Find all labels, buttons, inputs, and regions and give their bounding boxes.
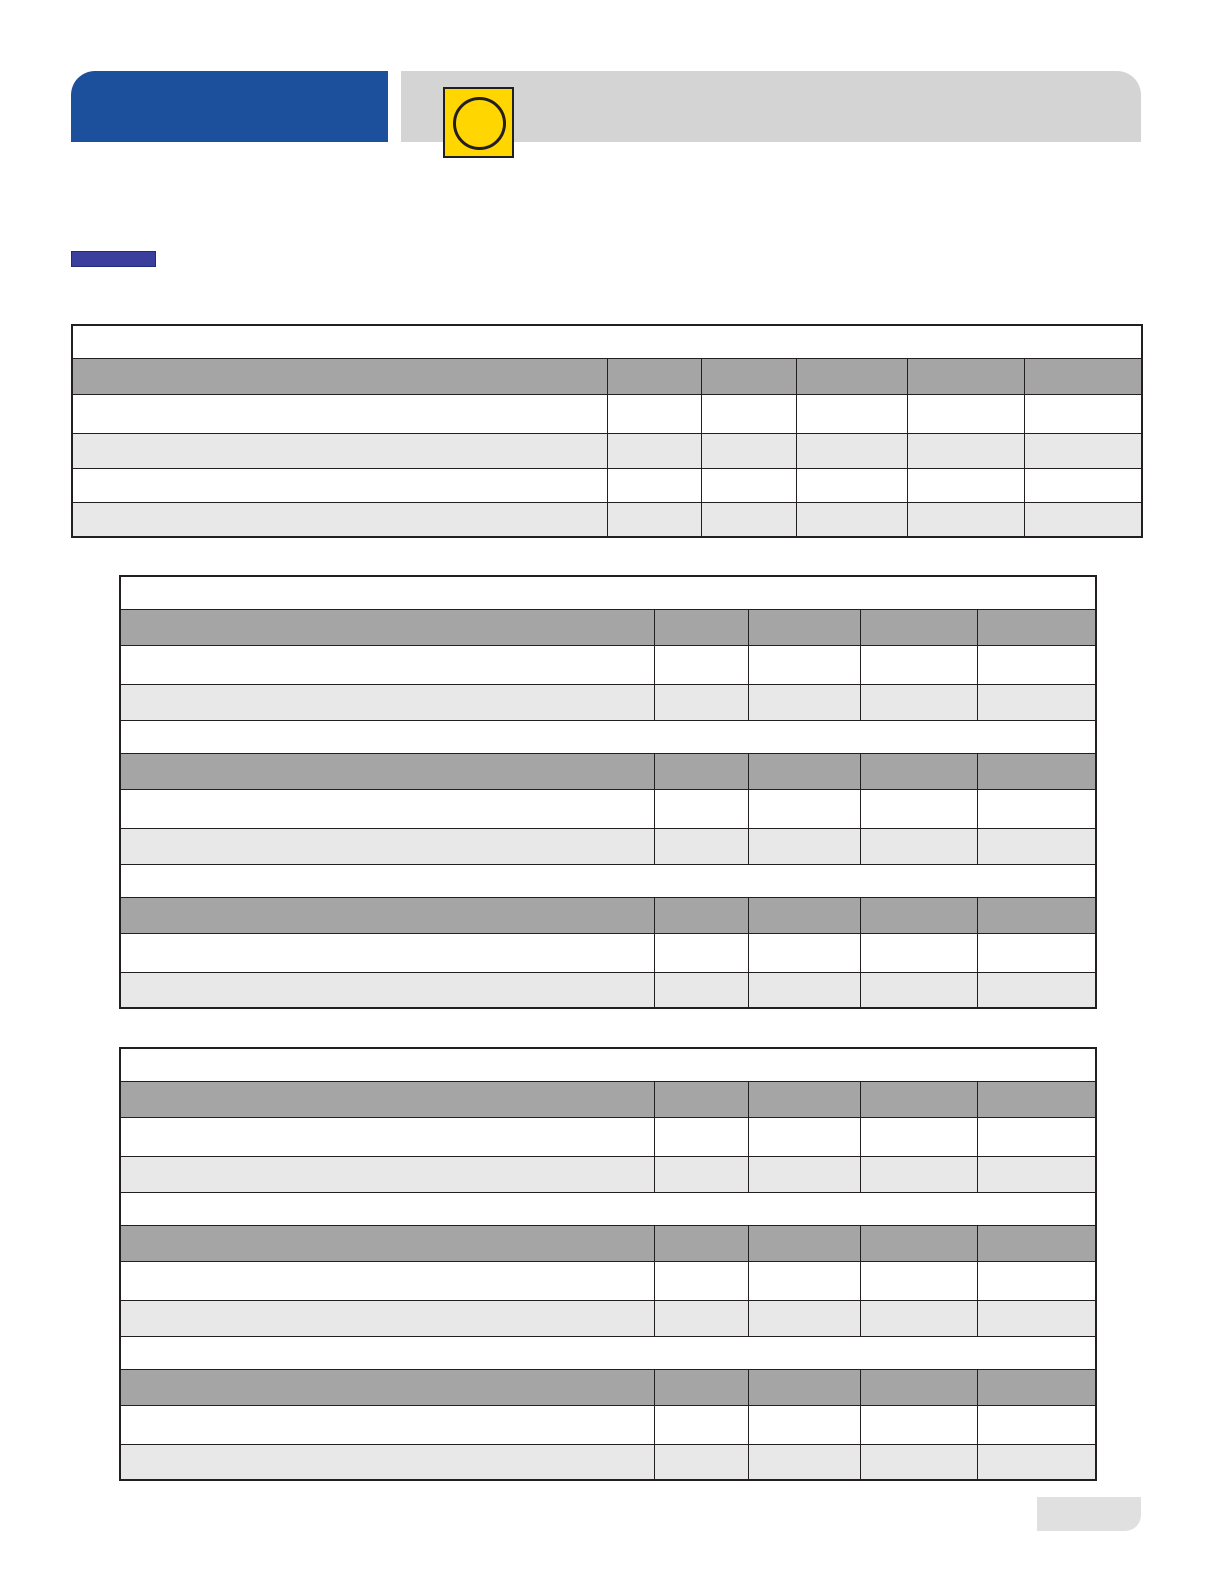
- table-cell: [701, 358, 796, 394]
- table-cell: [748, 1444, 860, 1480]
- group-caption: [120, 1048, 1096, 1081]
- table-row: [120, 972, 1096, 1008]
- table-cell: [654, 789, 748, 828]
- table-cell: [748, 753, 860, 789]
- group-caption-row: [120, 720, 1096, 753]
- table-cell: [977, 1225, 1096, 1261]
- table-cell: [977, 972, 1096, 1008]
- table-cell: [977, 897, 1096, 933]
- table-cell: [977, 1117, 1096, 1156]
- table-cell: [977, 645, 1096, 684]
- page-number-tab: [1037, 1497, 1141, 1531]
- table-cell: [860, 1156, 977, 1192]
- table-cell: [748, 972, 860, 1008]
- table-cell: [607, 433, 701, 468]
- table-cell: [120, 828, 654, 864]
- table-cell: [120, 645, 654, 684]
- table-cell: [977, 1369, 1096, 1405]
- table-cell: [860, 1117, 977, 1156]
- table-cell: [860, 789, 977, 828]
- table-cell: [72, 394, 607, 433]
- table-cell: [120, 789, 654, 828]
- group-caption: [120, 720, 1096, 753]
- table-cell: [748, 828, 860, 864]
- table-cell: [120, 1444, 654, 1480]
- table-cell: [607, 358, 701, 394]
- table-cell: [120, 897, 654, 933]
- table-cell: [748, 933, 860, 972]
- table-cell: [1024, 358, 1142, 394]
- table-cell: [701, 394, 796, 433]
- group-caption: [120, 864, 1096, 897]
- table-cell: [120, 753, 654, 789]
- table-cell: [120, 933, 654, 972]
- table-header-row: [120, 897, 1096, 933]
- table-cell: [860, 897, 977, 933]
- table-cell: [796, 394, 907, 433]
- table-cell: [748, 1117, 860, 1156]
- table-cell: [860, 828, 977, 864]
- table-cell: [748, 1156, 860, 1192]
- table-row: [120, 1117, 1096, 1156]
- spec-table-3: [119, 1047, 1097, 1481]
- table-row: [72, 433, 1142, 468]
- table-cell: [654, 753, 748, 789]
- table-cell: [748, 684, 860, 720]
- table-cell: [907, 433, 1024, 468]
- table-cell: [120, 1156, 654, 1192]
- table-cell: [607, 468, 701, 502]
- table-cell: [860, 1261, 977, 1300]
- table-cell: [748, 1261, 860, 1300]
- table-cell: [977, 1444, 1096, 1480]
- table-header-row: [120, 1081, 1096, 1117]
- table-cell: [120, 1117, 654, 1156]
- table-cell: [72, 358, 607, 394]
- table-row: [120, 789, 1096, 828]
- table-cell: [860, 972, 977, 1008]
- table-cell: [607, 502, 701, 537]
- table-cell: [860, 684, 977, 720]
- table-cell: [72, 502, 607, 537]
- table-cell: [120, 1261, 654, 1300]
- table-cell: [701, 502, 796, 537]
- table-cell: [72, 433, 607, 468]
- table-cell: [860, 1081, 977, 1117]
- table-cell: [120, 1081, 654, 1117]
- table-cell: [654, 933, 748, 972]
- table-row: [120, 1444, 1096, 1480]
- table-cell: [120, 1300, 654, 1336]
- table-cell: [860, 1444, 977, 1480]
- table-row: [72, 468, 1142, 502]
- table-cell: [120, 972, 654, 1008]
- yellow-circle-icon: [443, 87, 514, 158]
- table-cell: [860, 609, 977, 645]
- table-cell: [907, 394, 1024, 433]
- table-row: [120, 1405, 1096, 1444]
- table-cell: [654, 645, 748, 684]
- table-cell: [748, 1369, 860, 1405]
- table-cell: [607, 394, 701, 433]
- table-cell: [907, 502, 1024, 537]
- group-caption: [120, 1192, 1096, 1225]
- table-cell: [654, 1117, 748, 1156]
- table-cell: [796, 502, 907, 537]
- table-cell: [860, 1369, 977, 1405]
- table-cell: [1024, 502, 1142, 537]
- table-cell: [748, 645, 860, 684]
- table-cell: [72, 468, 607, 502]
- table-cell: [748, 609, 860, 645]
- table-cell: [748, 789, 860, 828]
- table-cell: [654, 1300, 748, 1336]
- table-cell: [977, 753, 1096, 789]
- table-cell: [977, 1300, 1096, 1336]
- table-cell: [654, 972, 748, 1008]
- group-caption: [120, 1336, 1096, 1369]
- table-cell: [977, 1081, 1096, 1117]
- table-header-row: [120, 1369, 1096, 1405]
- table-cell: [796, 433, 907, 468]
- table-cell: [654, 1261, 748, 1300]
- circle-symbol: [453, 97, 506, 150]
- table-row: [72, 394, 1142, 433]
- table-cell: [654, 1405, 748, 1444]
- table-cell: [796, 358, 907, 394]
- table-cell: [748, 1081, 860, 1117]
- table-row: [120, 1156, 1096, 1192]
- table-cell: [654, 1225, 748, 1261]
- table-cell: [120, 1369, 654, 1405]
- table-cell: [654, 1081, 748, 1117]
- table-cell: [654, 684, 748, 720]
- table-cell: [796, 468, 907, 502]
- table-header-row: [120, 753, 1096, 789]
- table-row: [120, 933, 1096, 972]
- table-cell: [748, 1405, 860, 1444]
- table-row: [120, 684, 1096, 720]
- table-cell: [701, 433, 796, 468]
- table-header-row: [72, 358, 1142, 394]
- table-cell: [748, 897, 860, 933]
- table-caption: [72, 325, 1142, 358]
- table-cell: [120, 609, 654, 645]
- table-cell: [1024, 433, 1142, 468]
- table-cell: [907, 358, 1024, 394]
- table-cell: [654, 609, 748, 645]
- table-cell: [860, 1300, 977, 1336]
- table-cell: [748, 1300, 860, 1336]
- group-caption: [120, 576, 1096, 609]
- section-tag: [71, 251, 156, 267]
- table-cell: [977, 684, 1096, 720]
- table-cell: [1024, 394, 1142, 433]
- table-row: [120, 1300, 1096, 1336]
- table-header-row: [120, 1225, 1096, 1261]
- table-row: [120, 1261, 1096, 1300]
- table-cell: [977, 609, 1096, 645]
- table-header-row: [120, 609, 1096, 645]
- table-caption-row: [72, 325, 1142, 358]
- table-row: [120, 645, 1096, 684]
- group-caption-row: [120, 576, 1096, 609]
- table-cell: [977, 828, 1096, 864]
- table-cell: [748, 1225, 860, 1261]
- group-caption-row: [120, 1048, 1096, 1081]
- table-cell: [907, 468, 1024, 502]
- table-cell: [860, 933, 977, 972]
- table-cell: [120, 684, 654, 720]
- table-cell: [1024, 468, 1142, 502]
- table-cell: [977, 1156, 1096, 1192]
- table-cell: [654, 897, 748, 933]
- table-row: [72, 502, 1142, 537]
- spec-table-2: [119, 575, 1097, 1009]
- table-cell: [977, 1261, 1096, 1300]
- group-caption-row: [120, 1336, 1096, 1369]
- table-cell: [860, 1225, 977, 1261]
- table-cell: [654, 1444, 748, 1480]
- table-cell: [654, 828, 748, 864]
- table-cell: [120, 1225, 654, 1261]
- table-cell: [860, 753, 977, 789]
- table-cell: [977, 789, 1096, 828]
- table-cell: [977, 1405, 1096, 1444]
- table-cell: [654, 1369, 748, 1405]
- group-caption-row: [120, 1192, 1096, 1225]
- spec-table-1: [71, 324, 1143, 538]
- table-cell: [860, 645, 977, 684]
- header-title-band: [71, 71, 388, 142]
- table-cell: [120, 1405, 654, 1444]
- table-cell: [654, 1156, 748, 1192]
- table-cell: [701, 468, 796, 502]
- table-row: [120, 828, 1096, 864]
- group-caption-row: [120, 864, 1096, 897]
- table-cell: [860, 1405, 977, 1444]
- table-cell: [977, 933, 1096, 972]
